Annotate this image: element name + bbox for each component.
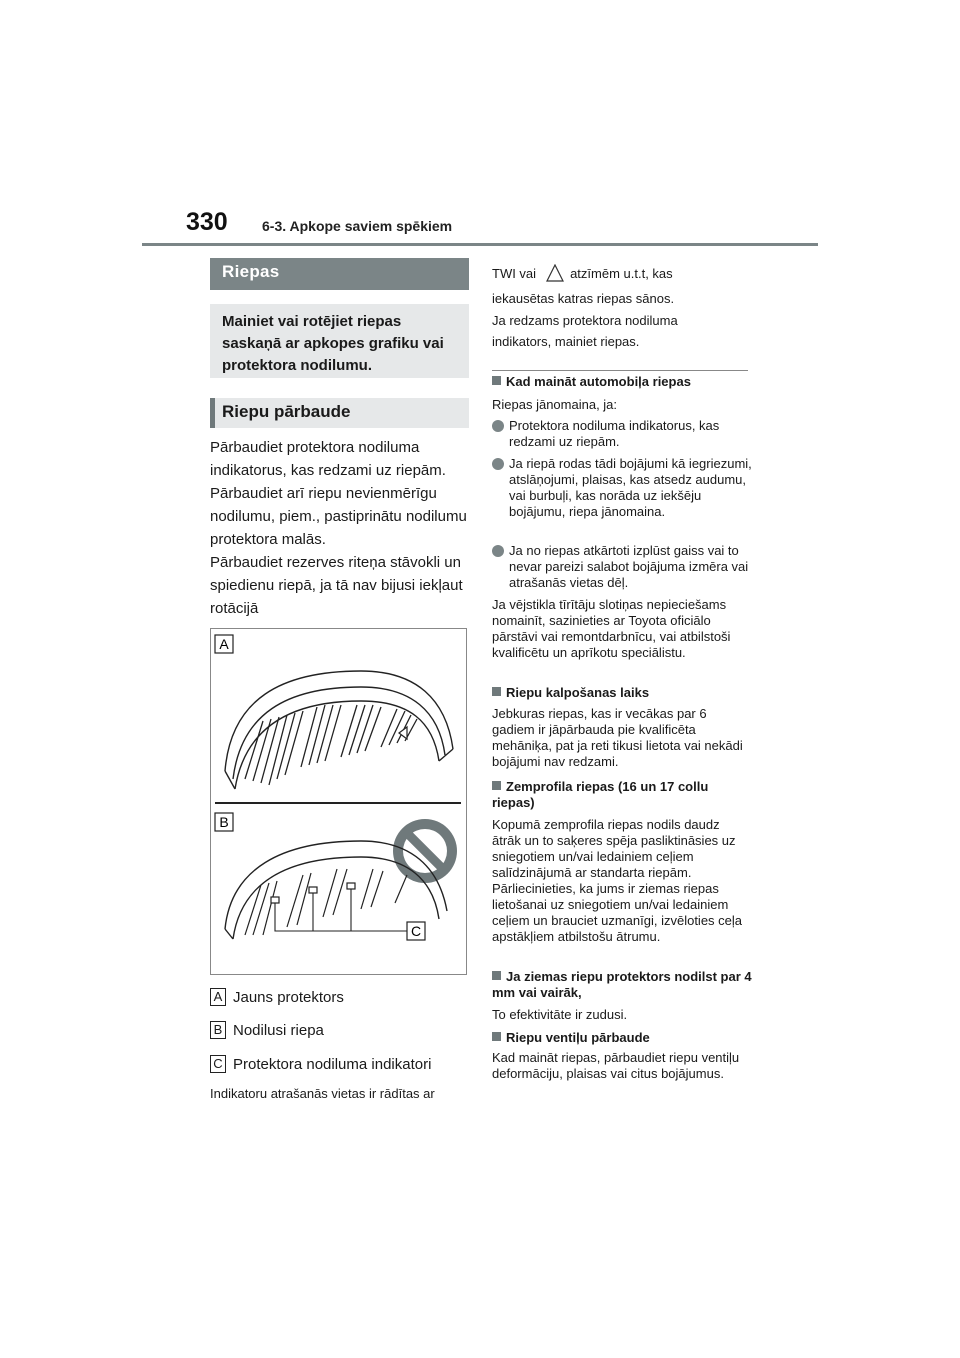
square-bullet-icon	[492, 687, 501, 696]
legend-text-b: Nodilusi riepa	[233, 1021, 324, 1039]
label-b: B	[219, 814, 229, 830]
square-bullet-icon	[492, 971, 501, 980]
sec2-text: Jebkuras riepas, kas ir vecākas par 6 gadiem ir jāpārbauda pie kvalificēta mehāniķa, pat ja reti tikusi lietota vai nekādi bojājumi nav redzami.	[492, 706, 743, 769]
legend-tag-b: B	[210, 1021, 226, 1039]
right-line-2: Ja redzams protektora nodiluma	[492, 313, 678, 328]
sec5-text: Kad maināt riepas, pārbaudiet riepu ventiļu deformāciju, plaisas vai citus bojājumus.	[492, 1050, 740, 1081]
paragraph-1: Pārbaudiet protektora nodiluma indikatorus, kas redzami uz riepām. Pārbaudiet arī riepu nevienmērīgu nodilumu, piem., pastiprinātu nodilumu protektora malās.	[210, 439, 467, 548]
sec5-title: Riepu ventiļu pārbaude	[492, 1030, 752, 1046]
square-bullet-icon	[492, 781, 501, 790]
subheading-text: Riepu pārbaude	[222, 402, 351, 421]
twi-line	[492, 264, 752, 282]
sec4-text: To efektivitāte ir zudusi.	[492, 1007, 628, 1022]
right-line-1: iekausētas katras riepas sānos.	[492, 291, 675, 306]
round-bullet-icon	[492, 420, 504, 432]
sec1-after: Ja vējstikla tīrītāju slotiņas nepieciešams nomainīt, sazinieties ar Toyota oficiālo pārstāvi vai remontdarbnīcu, vai atbilstoši kvalificētu un aprīkotu speciālistu.	[492, 597, 731, 660]
square-bullet-icon	[492, 1032, 501, 1041]
square-bullet-icon	[492, 376, 501, 385]
twi-post: atzīmēm u.t.t, kas	[570, 265, 673, 281]
right-line-3: indikators, mainiet riepas.	[492, 334, 640, 349]
title-box: Riepas	[210, 258, 469, 290]
label-a: A	[219, 636, 229, 652]
sec1-bullet-1: Protektora nodiluma indikatorus, kas redzami uz riepām.	[492, 418, 752, 450]
label-c: C	[410, 923, 422, 939]
page-number: 330	[186, 208, 228, 236]
section-title: 6-3. Apkope saviem spēkiem	[262, 218, 453, 234]
tire-figure	[210, 628, 467, 975]
sec1-bullet-3: Ja no riepas atkārtoti izplūst gaiss vai to nevar pareizi salabot bojājuma izmēra vai atrašanās vietas dēļ.	[492, 543, 752, 591]
indicator-leader-lines	[275, 889, 407, 931]
triangle-icon	[546, 264, 564, 282]
tire-illustration	[211, 629, 466, 974]
prohibition-icon	[393, 819, 457, 883]
legend-text-c: Protektora nodiluma indikatori	[233, 1055, 432, 1073]
sec1-intro: Riepas jānomaina, ja:	[492, 397, 618, 412]
sec3-title: Zemprofila riepas (16 un 17 collu riepas)	[492, 779, 709, 810]
sec1-title: Kad maināt automobiļa riepas	[492, 374, 752, 390]
sec2-title: Riepu kalpošanas laiks	[492, 685, 752, 701]
subheading-box	[210, 398, 469, 428]
indicator-location-note: Indikatoru atrašanās vietas ir rādītas ar	[210, 1086, 435, 1101]
note-box: Mainiet vai rotējiet riepas saskaņā ar apkopes grafiku vai protektora nodilumu.	[210, 304, 469, 378]
round-bullet-icon	[492, 545, 504, 557]
new-tread-grooves	[245, 705, 417, 785]
legend-item-a	[210, 988, 344, 1006]
paragraph-2: Pārbaudiet rezerves riteņa stāvokli un spiedienu riepā, ja tā nav bijusi iekļaut rotācijā	[210, 554, 463, 617]
legend-text-a: Jauns protektors	[233, 988, 344, 1006]
legend-tag-c: C	[210, 1055, 226, 1073]
sec1-bullet-2: Ja riepā rodas tādi bojājumi kā iegriezumi, atslāņojumi, plaisas, kas atsedz audumu, vai burbuļi, kas norāda uz iekšēju bojājumu, riepa jānomaina.	[492, 456, 752, 520]
header-rule	[142, 243, 818, 246]
legend-tag-a: A	[210, 988, 226, 1006]
sec3-text: Kopumā zemprofila riepas nodils daudz ātrāk un to saķeres spēja pasliktināsies uz sniegotiem un/vai ledainiem ceļiem salīdzinājumā ar standarta riepām. Pārliecinieties, ka jums ir ziemas riepas lietošanai uz sniegotiem un/vai ledainiem ceļiem un brauciet uzmanīgi, izvēloties ceļa apstākļiem atbilstošu ātrumu.	[492, 817, 743, 944]
legend-item-c	[210, 1055, 431, 1073]
twi-pre: TWI vai	[492, 265, 537, 281]
sec4-title: Ja ziemas riepu protektors nodilst par 4 mm vai vairāk,	[492, 969, 752, 1000]
right-divider	[492, 370, 748, 371]
round-bullet-icon	[492, 458, 504, 470]
new-tire-drawing	[225, 671, 453, 789]
legend-item-b	[210, 1021, 324, 1039]
